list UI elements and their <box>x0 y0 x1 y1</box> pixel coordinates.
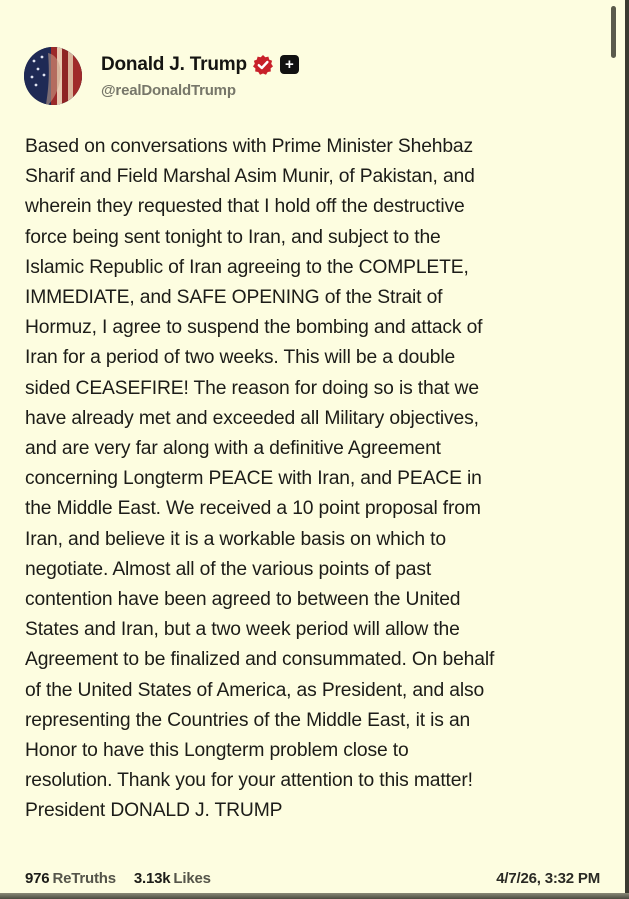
flag-portrait-icon <box>24 47 82 105</box>
window-bottom-edge <box>0 893 629 899</box>
name-row <box>101 52 299 78</box>
post-line: Hormuz, I agree to suspend the bombing and attack of <box>25 317 483 339</box>
post-line: have already met and exceeded all Military objectives, <box>25 407 479 429</box>
post-line: Honor to have this Longterm problem close to <box>25 740 409 762</box>
post-line: representing the Countries of the Middle East, it is an <box>25 709 471 731</box>
post-line: Agreement to be finalized and consummated. On behalf <box>25 649 495 671</box>
post-line: Sharif and Field Marshal Asim Munir, of Pakistan, and <box>25 166 475 188</box>
retruths-count: 976 <box>25 870 50 887</box>
post-line: Islamic Republic of Iran agreeing to the COMPLETE, <box>25 256 469 278</box>
likes-stat[interactable] <box>134 870 211 887</box>
scrollbar[interactable] <box>611 6 616 58</box>
post-line: force being sent tonight to Iran, and subject to the <box>25 226 441 248</box>
post-line: and are very far along with a definitive Agreement <box>25 438 441 460</box>
likes-count: 3.13k <box>133 870 171 887</box>
post-line: sided CEASEFIRE! The reason for doing so is that we <box>25 377 479 399</box>
display-name[interactable]: Donald J. Trump <box>101 53 247 75</box>
post-line: Based on conversations with Prime Minister Shehbaz <box>25 136 473 157</box>
post-line: negotiate. Almost all of the various points of past <box>25 558 432 580</box>
verified-badge-icon <box>252 54 274 76</box>
post-line: States and Iran, but a two week period will allow the <box>25 619 460 641</box>
post-body <box>25 132 605 827</box>
post-line: Iran for a period of two weeks. This will be a double <box>25 347 456 369</box>
post-header <box>24 47 299 105</box>
post-line: the Middle East. We received a 10 point proposal from <box>25 498 481 520</box>
post-line: President DONALD J. TRUMP <box>25 800 283 822</box>
window-edge <box>625 0 629 899</box>
post-line: Iran, and believe it is a workable basis on which to <box>25 528 446 550</box>
likes-label: Likes <box>173 870 211 887</box>
avatar[interactable] <box>24 47 82 105</box>
post-line: resolution. Thank you for your attention to this matter! <box>25 770 473 792</box>
author-identity <box>101 52 299 99</box>
post-line: of the United States of America, as President, and also <box>25 679 485 701</box>
post-line: contention have been agreed to between the United <box>25 589 461 611</box>
post-line: wherein they requested that I hold off the destructive <box>25 196 465 218</box>
truth-plus-badge-icon: + <box>280 55 299 74</box>
post-line: concerning Longterm PEACE with Iran, and PEACE in <box>25 468 482 490</box>
retruths-label: ReTruths <box>52 870 116 887</box>
author-handle[interactable]: @realDonaldTrump <box>101 81 236 99</box>
post-timestamp[interactable]: 4/7/26, 3:32 PM <box>496 870 600 887</box>
retruths-stat[interactable] <box>25 870 116 887</box>
post-line: IMMEDIATE, and SAFE OPENING of the Strait of <box>25 287 443 309</box>
post-footer <box>25 870 600 887</box>
